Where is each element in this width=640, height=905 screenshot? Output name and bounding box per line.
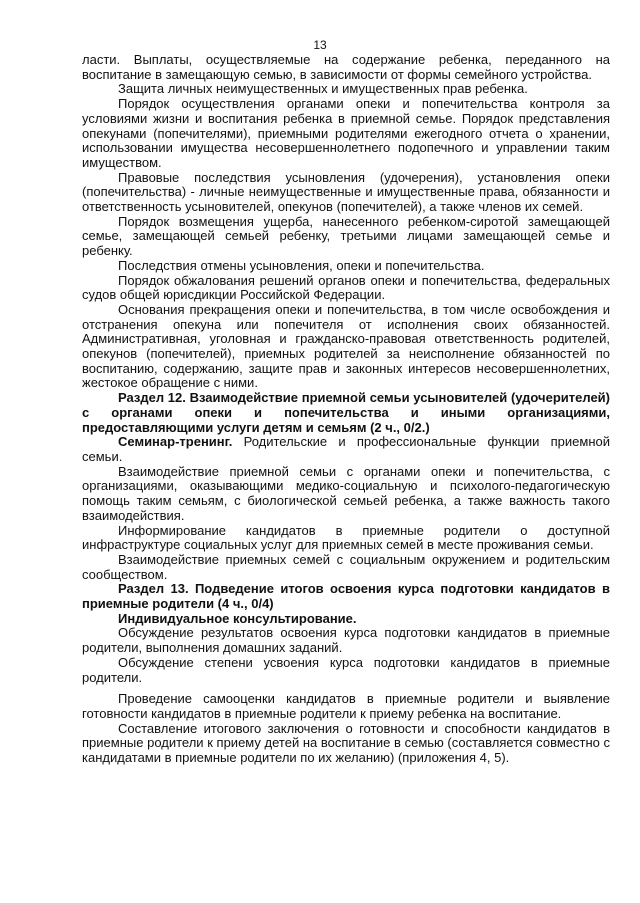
paragraph-text: Индивидуальное консультирование. [118,610,357,626]
paragraph-text: Обсуждение результатов освоения курса подготовки кандидатов в приемные родители, выполнения домашних заданий. [82,625,610,656]
body-paragraph [82,303,610,391]
body-paragraph [82,171,610,215]
body-paragraph [82,82,610,97]
body-paragraph [82,53,610,82]
paragraph-lead-bold: Семинар-тренинг. [118,434,233,450]
body-paragraph [82,465,610,524]
body-paragraph [82,656,610,685]
page-number: 13 [313,38,327,52]
body-paragraph [82,692,610,721]
paragraph-text: Раздел 13. Подведение итогов освоения курса подготовки кандидатов в приемные родители (4 ч., 0/4) [82,581,610,612]
paragraph-text: Обсуждение степени усвоения курса подготовки кандидатов в приемные родители. [82,654,610,685]
paragraph-text: Информирование кандидатов в приемные родители о доступной инфраструктуре социальных услуг для приемных семей в месте проживания семьи. [82,522,610,553]
section-heading [82,391,610,435]
body-paragraph [82,97,610,171]
paragraph-text: Правовые последствия усыновления (удочерения), установления опеки (попечительства) - личные неимущественные и имущественные права, обязанности и ответственность усыновителей, опекунов (попечителей), а также членов их семей. [82,169,610,215]
paragraph-text: Порядок обжалования решений органов опеки и попечительства, федеральных судов общей юрисдикции Российской Федерации. [82,272,610,303]
paragraph-text: Проведение самооценки кандидатов в приемные родители и выявление готовности кандидатов в приемные родители к приему ребенка на воспитание. [82,691,610,721]
body-paragraph [82,524,610,553]
paragraph-text: Защита личных неимущественных и имущественных прав ребенка. [118,81,528,97]
paragraph-text: Последствия отмены усыновления, опеки и попечительства. [118,257,485,273]
paragraph-text: Взаимодействие приемной семьи с органами опеки и попечительства, с организациями, оказывающими медико-социальную и психолого-педагогическую помощь таким семьям, с биологической семьей ребенка, а также важность такого взаимодействия. [82,463,610,523]
body-paragraph [82,626,610,655]
body-paragraph [82,722,610,766]
paragraph-text: ласти. Выплаты, осуществляемые на содержание ребенка, переданного на воспитание в замещающую семью, в зависимости от формы семейного устройства. [82,52,610,82]
body-paragraph [82,259,610,274]
body-paragraph [82,553,610,582]
paragraph-text: Раздел 12. Взаимодействие приемной семьи усыновителей (удочерителей) с органами опеки и попечительства и иными организациями, предоставляющими услуги детям и семьям (2 ч., 0/2.) [82,390,610,435]
paragraph-text: Основания прекращения опеки и попечительства, в том числе освобождения и отстранения опекуна или попечителя от исполнения своих обязанностей. Административная, уголовная и гражданско-правовая ответственность родителей, опекунов (попечителей), приемных родителей за неисполнение обязанностей по воспитанию, содержанию, защите прав и законных интересов несовершеннолетних, жестокое обращение с ними. [82,301,610,391]
paragraph-text: Составление итогового заключения о готовности и способности кандидатов в приемные родители к приему детей на воспитание в семью (составляется совместно с кандидатами в приемные родители по их желанию) (приложения 4, 5). [82,720,610,766]
paragraph-text: Порядок осуществления органами опеки и попечительства контроля за условиями жизни и воспитания ребенка в приемной семье. Порядок представления опекунами (попечителями), приемными родителями ежегодного отчета о хранении, использовании имущества несовершеннолетнего подопечного и управлении таким имуществом. [82,96,610,170]
document-body [82,53,610,766]
body-paragraph [82,215,610,259]
section-heading [82,582,610,611]
paragraph-text: Порядок возмещения ущерба, нанесенного ребенком-сиротой замещающей семье, замещающей семьей ребенку, третьими лицами замещающей семье и ребенку. [82,213,610,259]
body-paragraph [82,274,610,303]
section-heading [82,612,610,627]
paragraph-text: Взаимодействие приемных семей с социальным окружением и родительским сообществом. [82,551,610,582]
paragraph-text: Родительские и профессиональные функции приемной семьи. [82,434,610,464]
body-paragraph [82,435,610,464]
